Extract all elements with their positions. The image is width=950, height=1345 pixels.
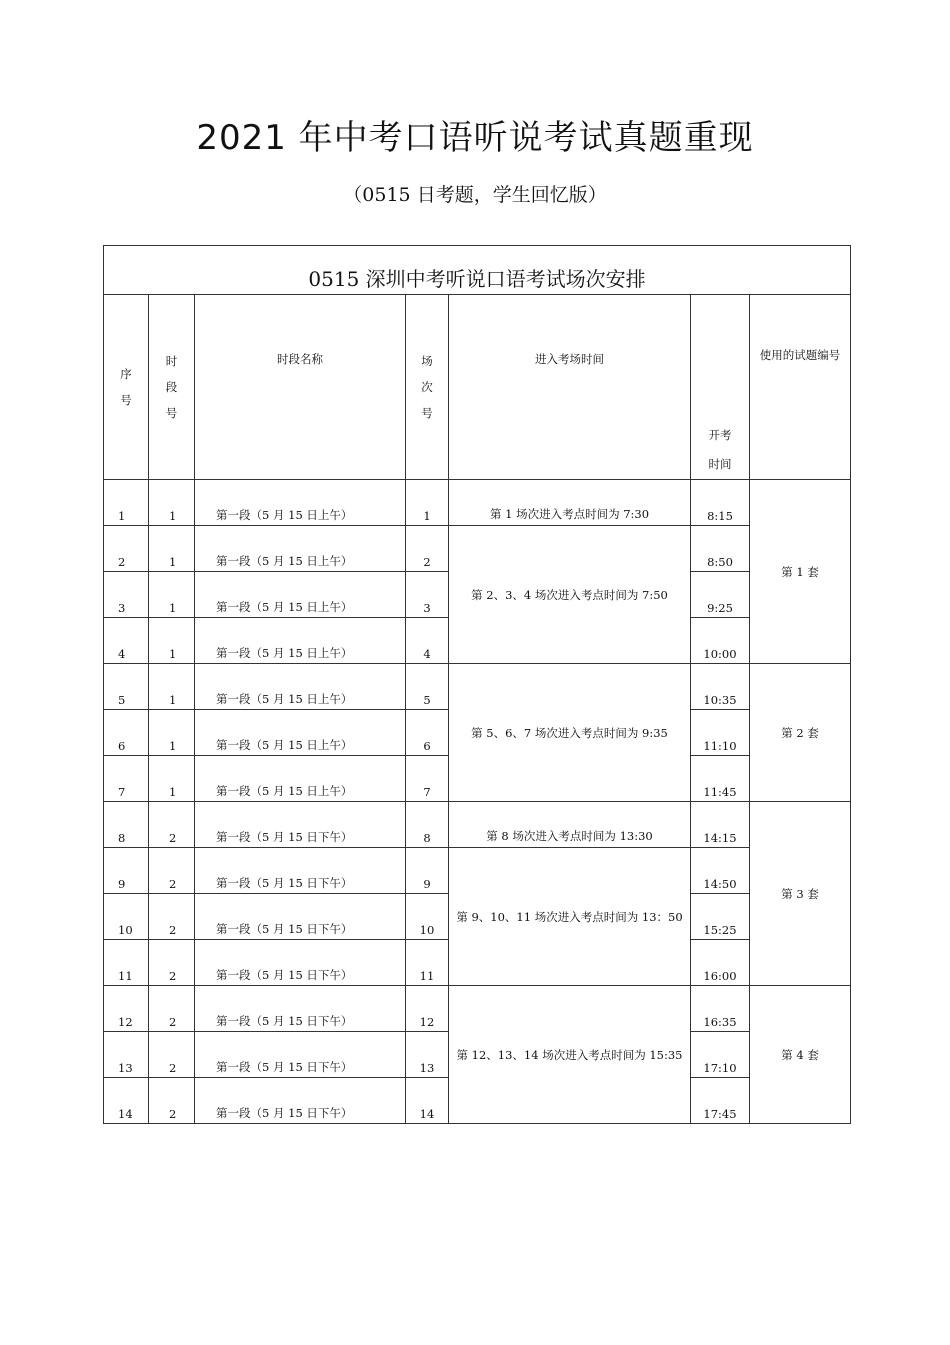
cell-index: 2 bbox=[104, 526, 149, 572]
header-segment: 时 段 号 bbox=[149, 295, 195, 480]
cell-enter-time: 第 5、6、7 场次进入考点时间为 9:35 bbox=[449, 664, 691, 802]
cell-index: 14 bbox=[104, 1078, 149, 1124]
cell-enter-time: 第 8 场次进入考点时间为 13:30 bbox=[449, 802, 691, 848]
cell-session: 9 bbox=[406, 848, 449, 894]
cell-session: 5 bbox=[406, 664, 449, 710]
table-header-row bbox=[104, 295, 851, 480]
cell-session: 3 bbox=[406, 572, 449, 618]
cell-session: 7 bbox=[406, 756, 449, 802]
table-row bbox=[104, 986, 851, 1032]
cell-segment-name: 第一段（5 月 15 日下午） bbox=[195, 1032, 406, 1078]
cell-index: 3 bbox=[104, 572, 149, 618]
header-paper-set: 使用的试题编号 bbox=[750, 295, 851, 480]
cell-index: 8 bbox=[104, 802, 149, 848]
cell-start-time: 17:45 bbox=[691, 1078, 750, 1124]
table-row bbox=[104, 526, 851, 572]
cell-start-time: 10:35 bbox=[691, 664, 750, 710]
schedule-table bbox=[103, 245, 851, 1124]
cell-start-time: 9:25 bbox=[691, 572, 750, 618]
cell-segment: 1 bbox=[149, 618, 195, 664]
cell-segment: 2 bbox=[149, 940, 195, 986]
page-title: 2021 年中考口语听说考试真题重现 bbox=[196, 118, 754, 158]
cell-segment: 2 bbox=[149, 894, 195, 940]
cell-segment-name: 第一段（5 月 15 日上午） bbox=[195, 618, 406, 664]
cell-start-time: 8:50 bbox=[691, 526, 750, 572]
cell-index: 5 bbox=[104, 664, 149, 710]
header-session: 场 次 号 bbox=[406, 295, 449, 480]
cell-segment-name: 第一段（5 月 15 日上午） bbox=[195, 480, 406, 526]
cell-start-time: 14:50 bbox=[691, 848, 750, 894]
cell-index: 1 bbox=[104, 480, 149, 526]
cell-segment-name: 第一段（5 月 15 日上午） bbox=[195, 526, 406, 572]
cell-segment-name: 第一段（5 月 15 日下午） bbox=[195, 802, 406, 848]
cell-segment: 2 bbox=[149, 986, 195, 1032]
header-start-time: 开考 时间 bbox=[691, 295, 750, 480]
cell-segment: 2 bbox=[149, 802, 195, 848]
cell-index: 12 bbox=[104, 986, 149, 1032]
cell-segment-name: 第一段（5 月 15 日上午） bbox=[195, 756, 406, 802]
cell-segment-name: 第一段（5 月 15 日下午） bbox=[195, 986, 406, 1032]
table-row bbox=[104, 802, 851, 848]
cell-segment: 1 bbox=[149, 572, 195, 618]
cell-enter-time: 第 12、13、14 场次进入考点时间为 15:35 bbox=[449, 986, 691, 1124]
cell-enter-time: 第 1 场次进入考点时间为 7:30 bbox=[449, 480, 691, 526]
cell-segment-name: 第一段（5 月 15 日上午） bbox=[195, 572, 406, 618]
cell-segment-name: 第一段（5 月 15 日下午） bbox=[195, 1078, 406, 1124]
cell-index: 11 bbox=[104, 940, 149, 986]
cell-session: 6 bbox=[406, 710, 449, 756]
cell-index: 7 bbox=[104, 756, 149, 802]
cell-start-time: 8:15 bbox=[691, 480, 750, 526]
cell-session: 2 bbox=[406, 526, 449, 572]
cell-paper-set: 第 1 套 bbox=[750, 480, 851, 664]
cell-paper-set: 第 4 套 bbox=[750, 986, 851, 1124]
table-row bbox=[104, 480, 851, 526]
cell-segment: 1 bbox=[149, 526, 195, 572]
cell-start-time: 11:10 bbox=[691, 710, 750, 756]
cell-session: 4 bbox=[406, 618, 449, 664]
cell-session: 14 bbox=[406, 1078, 449, 1124]
cell-segment: 1 bbox=[149, 710, 195, 756]
header-index: 序 号 bbox=[104, 295, 149, 480]
page-subtitle: （0515 日考题，学生回忆版） bbox=[343, 184, 607, 206]
cell-segment: 1 bbox=[149, 664, 195, 710]
cell-session: 10 bbox=[406, 894, 449, 940]
cell-segment-name: 第一段（5 月 15 日上午） bbox=[195, 710, 406, 756]
cell-session: 12 bbox=[406, 986, 449, 1032]
cell-segment: 2 bbox=[149, 1032, 195, 1078]
header-enter-time: 进入考场时间 bbox=[449, 295, 691, 480]
cell-segment: 1 bbox=[149, 480, 195, 526]
cell-index: 9 bbox=[104, 848, 149, 894]
cell-session: 8 bbox=[406, 802, 449, 848]
cell-enter-time: 第 9、10、11 场次进入考点时间为 13：50 bbox=[449, 848, 691, 986]
cell-session: 13 bbox=[406, 1032, 449, 1078]
cell-index: 4 bbox=[104, 618, 149, 664]
cell-start-time: 11:45 bbox=[691, 756, 750, 802]
cell-start-time: 10:00 bbox=[691, 618, 750, 664]
cell-session: 11 bbox=[406, 940, 449, 986]
cell-index: 6 bbox=[104, 710, 149, 756]
cell-segment-name: 第一段（5 月 15 日上午） bbox=[195, 664, 406, 710]
cell-start-time: 15:25 bbox=[691, 894, 750, 940]
header-segment-name: 时段名称 bbox=[195, 295, 406, 480]
cell-segment: 1 bbox=[149, 756, 195, 802]
cell-enter-time: 第 2、3、4 场次进入考点时间为 7:50 bbox=[449, 526, 691, 664]
cell-segment: 2 bbox=[149, 848, 195, 894]
cell-start-time: 16:35 bbox=[691, 986, 750, 1032]
cell-start-time: 14:15 bbox=[691, 802, 750, 848]
cell-segment: 2 bbox=[149, 1078, 195, 1124]
cell-start-time: 17:10 bbox=[691, 1032, 750, 1078]
cell-start-time: 16:00 bbox=[691, 940, 750, 986]
cell-index: 13 bbox=[104, 1032, 149, 1078]
cell-session: 1 bbox=[406, 480, 449, 526]
table-row bbox=[104, 664, 851, 710]
cell-segment-name: 第一段（5 月 15 日下午） bbox=[195, 940, 406, 986]
table-caption: 0515 深圳中考听说口语考试场次安排 bbox=[104, 246, 851, 295]
cell-paper-set: 第 2 套 bbox=[750, 664, 851, 802]
cell-segment-name: 第一段（5 月 15 日下午） bbox=[195, 848, 406, 894]
table-row bbox=[104, 848, 851, 894]
cell-segment-name: 第一段（5 月 15 日下午） bbox=[195, 894, 406, 940]
cell-index: 10 bbox=[104, 894, 149, 940]
cell-paper-set: 第 3 套 bbox=[750, 802, 851, 986]
